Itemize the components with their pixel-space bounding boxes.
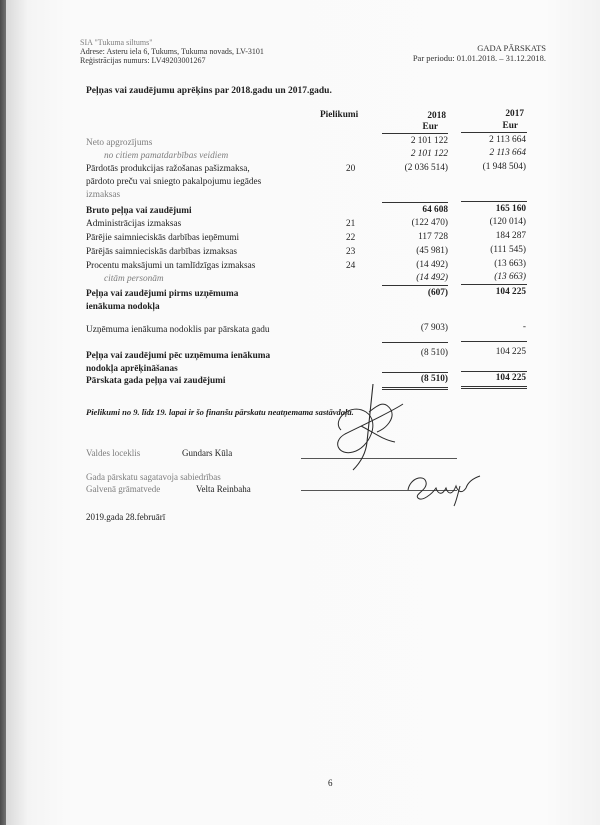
row-value-2017: 2 113 664 [489,135,526,145]
row-label-cont: izmaksas [86,190,121,200]
row-label-cont: ienākuma nodokļa [86,302,160,312]
row-value-2018: 117 728 [418,232,448,242]
row-label: Peļņa vai zaudējumi pēc uzņēmuma ienākuma [86,351,271,361]
row-value-2018: 2 101 122 [410,136,448,146]
row-value-2018: 2 101 122 [410,149,448,159]
signing-date: 2019.gada 28.februārī [86,512,166,522]
report-title: GADA PĀRSKATS [477,43,546,53]
row-value-2018: (8 510) [420,374,448,384]
company-address: Adrese: Asteru iela 6, Tukums, Tukuma novads, LV-3101 [80,47,264,56]
row-value-2017: (111 545) [490,245,526,255]
row-value-2017: 2 113 664 [489,148,526,158]
row-label: Pārskata gada peļņa vai zaudējumi [86,376,226,386]
row-label-cont: nodokļa aprēķināšanas [86,364,178,374]
subtotal-rule-2018 [382,285,448,286]
header-rule-2018 [382,133,448,134]
row-value-2018: (8 510) [420,348,448,358]
footnote: Pielikumi no 9. līdz 19. lapai ir šo finanšu pārskatu neatņemama sastāvdaļa. [86,407,354,417]
subtotal-rule-2017 [461,284,527,285]
row-value-2018: (14 492) [416,260,448,270]
total-rule-top-2018 [382,372,448,373]
row-note: 20 [346,164,356,174]
col-2017-header: 2017 [505,109,524,119]
col-notes-header: Pielikumi [320,110,359,120]
board-role: Valdes loceklis [86,448,141,458]
prepared-by-label: Gada pārskatu sagatavoja sabiedrības [86,472,221,482]
row-note: 23 [346,247,356,257]
row-label: Peļņa vai zaudējumi pirms uzņēmuma [86,289,239,299]
subtotal-rule-2017 [461,341,527,342]
row-label: Pārējie saimnieciskās darbības ieņēmumi [86,233,240,243]
row-value-2018: (7 903) [420,323,448,333]
col-2018-currency: Eur [422,122,438,132]
row-value-2018: (45 981) [416,246,448,256]
header-rule-2017 [461,132,527,133]
row-label: Procentu maksājumi un tamlīdzīgas izmaksas [86,261,256,271]
row-value-2017: (13 663) [494,259,526,269]
row-value-2018: (607) [427,288,448,298]
row-value-2018: (122 470) [411,218,448,228]
col-2017-currency: Eur [502,121,518,131]
row-label-cont: pārdoto preču vai sniegto pakalpojumu iegādes [86,177,262,187]
subtotal-rule-2018 [382,342,448,343]
document-page [6,0,600,825]
row-label: Neto apgrozījums [86,138,153,148]
board-signature-icon [321,382,416,474]
statement-title: Peļņas vai zaudējumu aprēķins par 2018.gadu un 2017.gadu. [86,86,332,96]
subtotal-rule-2018 [382,202,448,203]
row-label: Uzņēmuma ienākuma nodoklis par pārskata gadu [86,325,270,335]
total-rule-top-2017 [461,371,527,372]
accountant-role: Galvenā grāmatvede [86,484,161,494]
report-period: Par periodu: 01.01.2018. – 31.12.2018. [412,53,546,63]
company-reg-number: Reģistrācijas numurs: LV49203001267 [80,56,206,65]
accountant-name: Velta Reinbaha [196,484,251,494]
company-name: SIA "Tukuma siltums" [80,38,153,47]
subtotal-rule-2017 [461,201,527,202]
row-note: 24 [346,261,356,271]
row-label: Administrācijas izmaksas [86,219,182,229]
row-value-2017: 184 287 [495,231,526,241]
row-label: Bruto peļņa vai zaudējumi [86,206,192,216]
row-value-2018: (2 036 514) [404,163,448,173]
row-label: Pārējās saimnieciskās darbības izmaksas [86,247,238,257]
accountant-signature-icon [404,468,484,508]
row-label: Pārdotās produkcijas ražošanas pašizmaksa, [86,164,250,174]
row-label: citām personām [104,274,164,284]
row-value-2017: (1 948 504) [482,162,526,172]
row-value-2017: - [522,322,526,332]
row-value-2017: 165 160 [495,204,526,214]
row-value-2018: 64 608 [422,205,448,215]
board-member-name: Gundars Kūla [182,448,233,458]
row-value-2017: (120 014) [489,217,526,227]
row-value-2017: 104 225 [495,347,526,357]
page-number: 6 [328,778,333,788]
row-value-2018: (14 492) [416,273,448,283]
row-value-2017: (13 663) [494,272,526,282]
row-note: 21 [346,219,356,229]
row-value-2017: 104 225 [495,373,526,383]
col-2018-header: 2018 [427,111,446,121]
total-double-rule-2017 [461,386,527,389]
row-note: 22 [346,233,356,243]
row-value-2017: 104 225 [495,287,526,297]
row-label: no citiem pamatdarbības veidiem [104,151,229,161]
